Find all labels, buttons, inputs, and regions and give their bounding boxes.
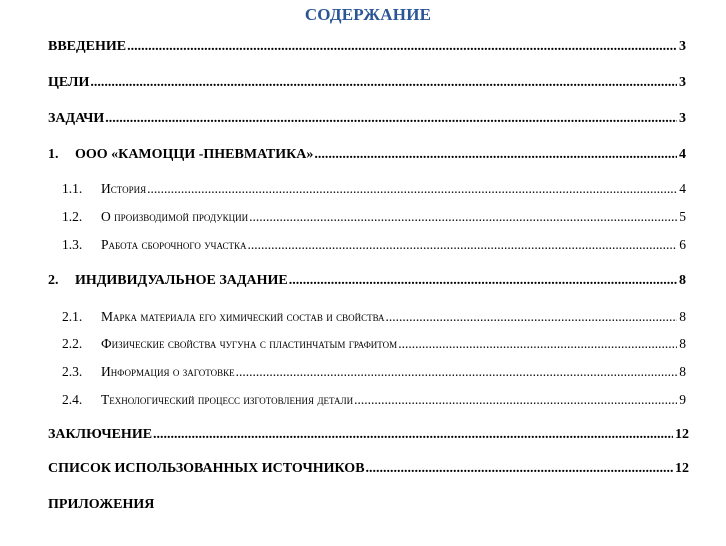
toc-leader-dots bbox=[127, 39, 677, 55]
toc-entry-section-2-1[interactable] bbox=[0, 309, 726, 329]
toc-entry-label: ООО «КАМОЦЦИ -ПНЕВМАТИКА» bbox=[75, 147, 314, 162]
toc-page-number: 8 bbox=[679, 309, 686, 324]
toc-entry-goals[interactable] bbox=[0, 75, 726, 95]
toc-entry-section-2-2[interactable] bbox=[0, 336, 726, 356]
toc-entry-label: ИНДИВИДУАЛЬНОЕ ЗАДАНИЕ bbox=[75, 273, 288, 288]
toc-entry-section-2-3[interactable] bbox=[0, 364, 726, 384]
toc-leader-dots bbox=[249, 209, 677, 225]
toc-page-number: 5 bbox=[679, 209, 686, 224]
toc-entry-number: 1.3. bbox=[62, 237, 83, 252]
toc-entry-label: ВВЕДЕНИЕ bbox=[48, 39, 127, 54]
toc-page-number: 4 bbox=[679, 147, 686, 162]
toc-entry-label: СПИСОК ИСПОЛЬЗОВАННЫХ ИСТОЧНИКОВ bbox=[48, 461, 365, 476]
toc-leader-dots bbox=[289, 273, 677, 289]
toc-leader-dots bbox=[147, 181, 677, 197]
toc-entry-label: ЦЕЛИ bbox=[48, 75, 90, 90]
toc-page-number: 6 bbox=[679, 237, 686, 252]
toc-leader-dots bbox=[314, 147, 677, 163]
toc-page-number: 4 bbox=[679, 181, 686, 196]
toc-entry-number: 2. bbox=[48, 273, 59, 288]
toc-leader-dots bbox=[386, 309, 678, 325]
toc-page-number: 8 bbox=[679, 364, 686, 379]
toc-leader-dots bbox=[248, 237, 678, 253]
toc-entry-label: Информация о заготовке bbox=[101, 364, 235, 379]
toc-page-number: 8 bbox=[679, 336, 686, 351]
toc-entry-introduction[interactable] bbox=[0, 39, 726, 59]
toc-entry-label: Марка материала его химический состав и свойства bbox=[101, 309, 385, 324]
toc-entry-number: 2.1. bbox=[62, 309, 83, 324]
toc-entry-number: 1. bbox=[48, 147, 59, 162]
toc-entry-label: История bbox=[101, 181, 147, 196]
toc-entry-label: ЗАКЛЮЧЕНИЕ bbox=[48, 427, 153, 442]
toc-page-number: 3 bbox=[679, 75, 686, 90]
toc-entry-label: Технологический процесс изготовления детали bbox=[101, 392, 354, 407]
toc-leader-dots bbox=[366, 461, 673, 477]
toc-entry-appendices[interactable] bbox=[0, 497, 726, 517]
toc-leader-dots bbox=[354, 392, 677, 408]
toc-leader-dots bbox=[236, 364, 678, 380]
toc-entry-section-2[interactable] bbox=[0, 273, 726, 293]
toc-title: СОДЕРЖАНИЕ bbox=[304, 5, 432, 24]
toc-entry-number: 2.4. bbox=[62, 392, 83, 407]
toc-entry-section-1-2[interactable] bbox=[0, 209, 726, 229]
toc-leader-dots bbox=[398, 336, 677, 352]
toc-entry-label: ПРИЛОЖЕНИЯ bbox=[48, 497, 155, 512]
toc-leader-dots bbox=[105, 111, 677, 127]
toc-page-number: 12 bbox=[675, 461, 689, 476]
toc-entry-number: 1.1. bbox=[62, 181, 83, 196]
toc-entry-section-1-1[interactable] bbox=[0, 181, 726, 201]
toc-entry-number: 2.2. bbox=[62, 336, 83, 351]
toc-leader-dots bbox=[153, 427, 673, 443]
toc-entry-section-1[interactable] bbox=[0, 147, 726, 167]
toc-entry-conclusion[interactable] bbox=[0, 427, 726, 447]
toc-page-number: 3 bbox=[679, 111, 686, 126]
toc-entry-label: ЗАДАЧИ bbox=[48, 111, 105, 126]
toc-entry-section-1-3[interactable] bbox=[0, 237, 726, 257]
toc-entry-section-2-4[interactable] bbox=[0, 392, 726, 412]
toc-leader-dots bbox=[90, 75, 677, 91]
toc-entry-label: Работа сборочного участка bbox=[101, 237, 247, 252]
toc-page-number: 8 bbox=[679, 273, 686, 288]
toc-entry-label: Физические свойства чугуна с пластинчатым графитом bbox=[101, 336, 398, 351]
toc-page-number: 3 bbox=[679, 39, 686, 54]
toc-page-number: 12 bbox=[675, 427, 689, 442]
toc-entry-references[interactable] bbox=[0, 461, 726, 481]
toc-entry-number: 1.2. bbox=[62, 209, 83, 224]
toc-entry-number: 2.3. bbox=[62, 364, 83, 379]
toc-entry-tasks[interactable] bbox=[0, 111, 726, 131]
toc-page-number: 9 bbox=[679, 392, 686, 407]
toc-entry-label: О производимой продукции bbox=[101, 209, 249, 224]
